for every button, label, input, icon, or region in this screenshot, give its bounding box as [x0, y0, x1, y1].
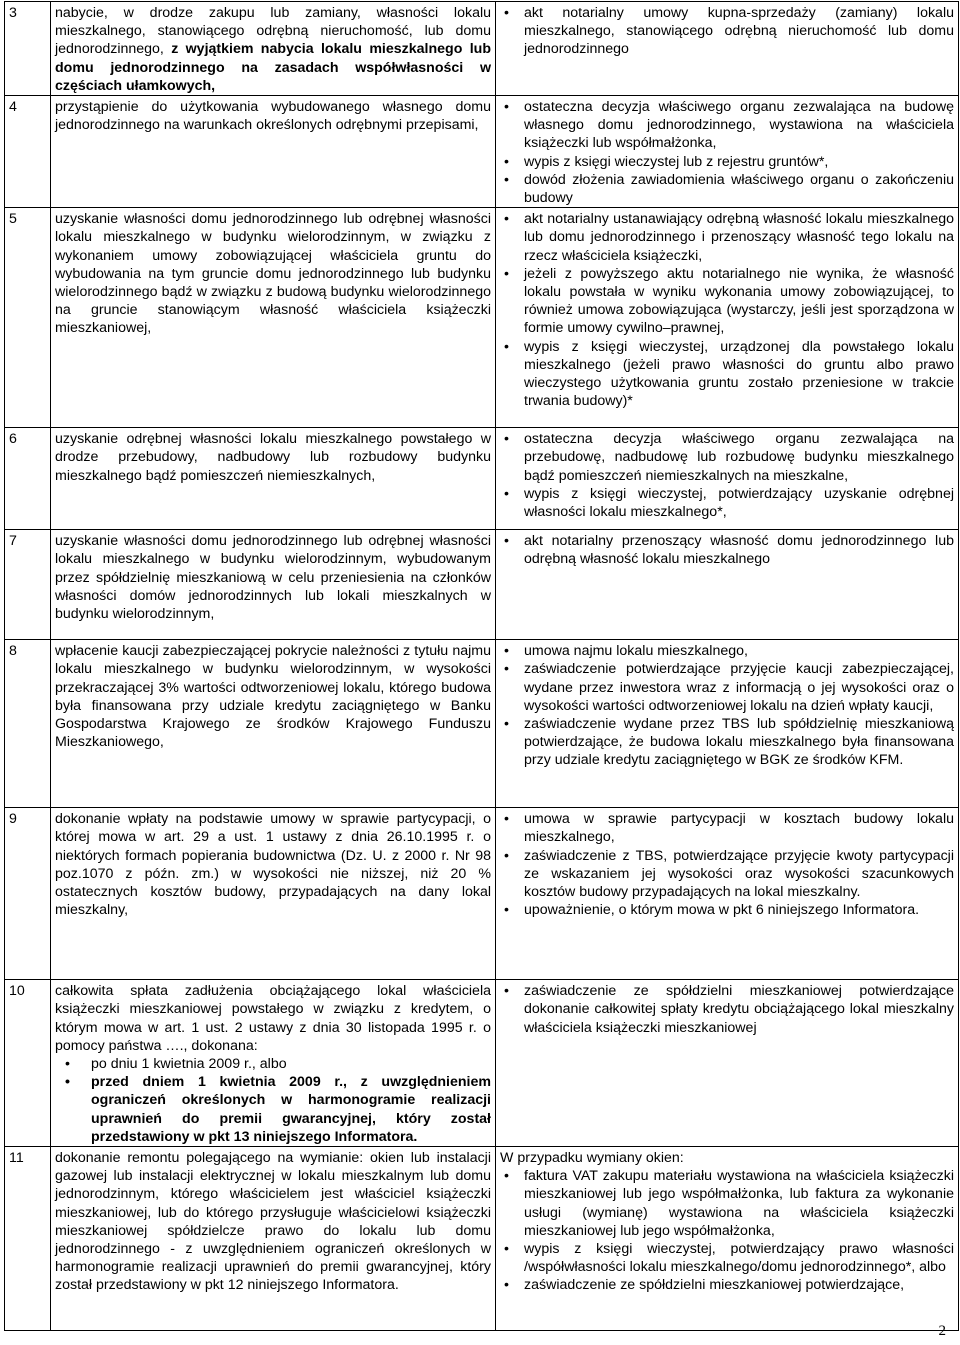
event-description	[51, 530, 496, 640]
bullet-icon: •	[65, 1074, 70, 1091]
document-text: wypis z księgi wieczystej, urządzonej dla powstałego lokalu mieszkalnego (jeżeli prawo własności do gruntu albo prawo wieczystego użytkowania gruntu zostało przeniesione w trakcie trwania budowy)*	[524, 338, 954, 410]
document-list	[500, 982, 954, 1037]
bullet-icon: •	[504, 338, 509, 355]
event-description	[51, 96, 496, 208]
table-row	[5, 808, 959, 980]
document-list	[500, 642, 954, 769]
required-documents	[496, 428, 959, 530]
document-list	[500, 1167, 954, 1294]
event-description	[51, 640, 496, 808]
required-documents	[496, 208, 959, 428]
list-item	[55, 1055, 491, 1073]
bullet-icon: •	[504, 661, 509, 678]
list-item	[500, 532, 954, 568]
list-item	[500, 210, 954, 265]
document-text: faktura VAT zakupu materiału wystawiona na właściciela książeczki mieszkaniowej lub jego współmałżonka, lub faktura za wykonanie usługi (wymianę) wystawiona na właściciela książeczki mieszkaniowej lub jego współmałżonka,	[524, 1168, 954, 1239]
document-text: zaświadczenie wydane przez TBS lub spółdzielnię mieszkaniową potwierdzające, że budowa lokalu mieszkalnego była finansowana przy udziale kredytu zaciągniętego w BGK ze środków KFM.	[524, 716, 954, 769]
table-row	[5, 640, 959, 808]
bullet-icon: •	[504, 983, 509, 1000]
required-documents	[496, 808, 959, 980]
bullet-icon: •	[504, 533, 509, 550]
required-documents	[496, 640, 959, 808]
description-text: uzyskanie odrębnej własności lokalu mieszkalnego powstałego w drodze przebudowy, nadbudowy lub rozbudowy budynku mieszkalnego bądź pomieszczeń niemieszkalnych,	[55, 431, 491, 484]
list-item	[500, 660, 954, 715]
document-text: zaświadczenie ze spółdzielni mieszkaniowej potwierdzające,	[524, 1277, 905, 1294]
document-text: akt notarialny przenoszący własność domu jednorodzinnego lub odrębną własność lokalu mieszkalnego	[524, 533, 954, 568]
row-number: 3	[5, 2, 51, 96]
row-number: 7	[5, 530, 51, 640]
required-documents	[496, 96, 959, 208]
table-row	[5, 208, 959, 428]
row-number: 9	[5, 808, 51, 980]
table-row	[5, 2, 959, 96]
document-text: akt notarialny ustanawiający odrębną własność lokalu mieszkalnego lub domu jednorodzinnego i przenoszący własność tego lokalu na rzecz właściciela książeczki,	[524, 211, 954, 264]
document-text: ostateczna decyzja właściwego organu zezwalająca na budowę własnego domu jednorodzinnego, wystawiona na właściciela książeczki lub współmałżonka,	[524, 99, 954, 152]
document-text: zaświadczenie z TBS, potwierdzające przyjęcie kwoty partycypacji ze wskazaniem jej wysokości oraz wysokości szacunkowych kosztów budowy przypadających na lokal mieszkalny.	[524, 847, 954, 901]
list-item	[500, 1240, 954, 1276]
bullet-icon: •	[504, 716, 509, 733]
table-row	[5, 1147, 959, 1331]
list-item	[500, 847, 954, 902]
description-text: wpłacenie kaucji zabezpieczającej pokrycie należności z tytułu najmu lokalu mieszkalnego w budynku wielorodzinnym, w wysokości przekraczającej 3% wartości odtworzeniowej lokalu, którego budowa była finansowana przy udziale kredytu zaciągniętego w Banku Gospodarstwa Krajowego ze środków Krajowego Funduszu Mieszkaniowego,	[55, 643, 491, 751]
document-text: jeżeli z powyższego aktu notarialnego nie wynika, że własność lokalu powstała w wyniku wykonania umowy zobowiązującej, to również umowa zobowiązująca (wystarczy, jeśli jest sporządzona w formie umowy cywilno–prawnej,	[524, 265, 954, 337]
document-text: dowód złożenia zawiadomienia właściwego organu o zakończeniu budowy	[524, 171, 954, 207]
event-description	[51, 980, 496, 1147]
list-item-text: po dniu 1 kwietnia 2009 r., albo	[91, 1056, 287, 1073]
list-item	[500, 153, 954, 171]
description-text: dokonanie remontu polegającego na wymianie: okien lub instalacji gazowej lub instalacji elektrycznej w lokalu mieszkalnym lub domu jednorodzinnym, którego właścicielem jest właściciel książeczki mieszkaniowej, lub do którego przysługuje właścicielowi książeczki mieszkaniowej spółdzielcze prawo do lokalu lub domu jednorodzinnego - z uwzględnieniem ograniczeń określonych w harmonogramie realizacji uprawnień do premii gwarancyjnej, który został przedstawiony w pkt 12 niniejszego Informatora.	[55, 1150, 491, 1294]
table-row	[5, 96, 959, 208]
list-item	[500, 642, 954, 660]
bullet-icon: •	[504, 171, 509, 188]
list-item	[500, 901, 954, 919]
document-text: umowa najmu lokalu mieszkalnego,	[524, 643, 748, 660]
list-item	[500, 485, 954, 521]
row-number: 11	[5, 1147, 51, 1331]
description-text: całkowita spłata zadłużenia obciążającego lokal właściciela książeczki mieszkaniowej powstałego w związku z kredytem, o którym mowa w art. 1 ust. 2 ustawy z dnia 30 listopada 1995 r. o pomocy państwa …., dokonana:	[55, 983, 491, 1054]
bullet-icon: •	[504, 431, 509, 448]
list-item	[500, 265, 954, 338]
bullet-icon: •	[504, 265, 509, 282]
bullet-icon: •	[504, 5, 509, 21]
list-item	[500, 1276, 954, 1294]
list-item	[500, 430, 954, 485]
table-row	[5, 530, 959, 640]
bullet-icon: •	[504, 902, 509, 919]
description-text: uzyskanie własności domu jednorodzinnego lub odrębnej własności lokalu mieszkalnego w budynku wielorodzinnym, w związku z wykonaniem umowy zobowiązującej właściciela gruntu do wybudowania na tym gruncie domu jednorodzinnego lub budynku wielorodzinnego bądź w związku z budową budynku wielorodzinnego na gruncie stanowiącym własność właściciela książeczki mieszkaniowej,	[55, 211, 491, 337]
eligibility-table	[4, 1, 959, 1331]
document-list	[500, 4, 954, 59]
bullet-icon: •	[504, 811, 509, 828]
list-item	[500, 982, 954, 1037]
bullet-icon: •	[504, 153, 509, 170]
document-text: wypis z księgi wieczystej lub z rejestru gruntów*,	[524, 153, 829, 170]
document-text: wypis z księgi wieczystej, potwierdzający uzyskanie odrębnej własności lokalu mieszkalnego*,	[524, 485, 954, 521]
list-item	[500, 810, 954, 846]
bullet-icon: •	[504, 99, 509, 116]
list-item	[500, 98, 954, 153]
documents-intro: W przypadku wymiany okien:	[500, 1150, 684, 1167]
list-item-text: przed dniem 1 kwietnia 2009 r., z uwzględnieniem ograniczeń określonych w harmonogramie realizacji uprawnień do premii gwarancyjnej, który został przedstawiony w pkt 13 niniejszego Informatora.	[91, 1074, 491, 1145]
document-text: zaświadczenie potwierdzające przyjęcie kaucji zabezpieczającej, wydane przez inwestora wraz z informacją o jej wysokości oraz o wysokości wartości odtworzeniowej lokalu na dzień wpłaty kaucji,	[524, 661, 954, 714]
bullet-icon: •	[504, 847, 509, 864]
bullet-icon: •	[504, 643, 509, 660]
document-text: zaświadczenie ze spółdzielni mieszkaniowej potwierdzające dokonanie całkowitej spłaty kredytu obciążającego lokal mieszkalny właściciela książeczki mieszkaniowej	[524, 983, 954, 1036]
document-text: upoważnienie, o którym mowa w pkt 6 niniejszego Informatora.	[524, 902, 920, 919]
event-description	[51, 808, 496, 980]
event-description	[51, 428, 496, 530]
event-description	[51, 208, 496, 428]
list-item	[500, 338, 954, 411]
description-text: uzyskanie własności domu jednorodzinnego lub odrębnej własności lokalu mieszkalnego w budynku wielorodzinnym, wybudowanym przez spółdzielnię mieszkaniową w celu przeniesienia na członków własności domów jednorodzinnych lub lokali mieszkalnych w budynku wielorodzinnym,	[55, 533, 491, 623]
row-number: 4	[5, 96, 51, 208]
list-item	[55, 1073, 491, 1146]
bullet-icon: •	[65, 1056, 70, 1073]
table-row	[5, 428, 959, 530]
bullet-icon: •	[504, 485, 509, 502]
document-text: wypis z księgi wieczystej, potwierdzający prawo własności /współwłasności lokalu mieszkalnego/domu jednorodzinnego*, albo	[524, 1241, 954, 1276]
bullet-icon: •	[504, 1241, 509, 1258]
required-documents	[496, 2, 959, 96]
event-description	[51, 1147, 496, 1331]
description-text: z wyjątkiem nabycia lokalu mieszkalnego lub domu jednorodzinnego na zasadach współwłasności w częściach ułamkowych,	[55, 41, 491, 94]
list-item	[500, 171, 954, 207]
list-item	[500, 715, 954, 770]
document-list	[500, 532, 954, 568]
document-list	[500, 210, 954, 410]
document-list	[500, 98, 954, 207]
list-item	[500, 1167, 954, 1240]
row-number: 5	[5, 208, 51, 428]
required-documents	[496, 530, 959, 640]
document-text: akt notarialny umowy kupna-sprzedaży (zamiany) lokalu mieszkalnego, stanowiącego odrębną nieruchomość lub domu jednorodzinnego	[524, 5, 954, 58]
condition-list	[55, 1055, 491, 1146]
row-number: 10	[5, 980, 51, 1147]
row-number: 6	[5, 428, 51, 530]
table-row	[5, 980, 959, 1147]
bullet-icon: •	[504, 1277, 509, 1294]
event-description	[51, 2, 496, 96]
required-documents	[496, 1147, 959, 1331]
description-text: przystąpienie do użytkowania wybudowanego własnego domu jednorodzinnego na warunkach określonych odrębnymi przepisami,	[55, 99, 491, 134]
document-text: umowa w sprawie partycypacji w kosztach budowy lokalu mieszkalnego,	[524, 811, 954, 846]
bullet-icon: •	[504, 1168, 509, 1185]
table-body	[5, 2, 959, 1331]
document-text: ostateczna decyzja właściwego organu zezwalająca na przebudowę, nadbudowę lub rozbudowę budynku mieszkalnego bądź pomieszczeń niemieszkalnych na mieszkalne,	[524, 431, 954, 484]
document-list	[500, 810, 954, 919]
description-text: nabycie, w drodze zakupu lub zamiany, własności lokalu mieszkalnego, stanowiącego odrębną nieruchomość, lub domu jednorodzinnego,	[55, 5, 491, 58]
required-documents	[496, 980, 959, 1147]
page-number: 2	[938, 1323, 946, 1339]
description-text: dokonanie wpłaty na podstawie umowy w sprawie partycypacji, o której mowa w art. 29 a ust. 1 ustawy z dnia 26.10.1995 r. o niektórych formach popierania budownictwa (Dz. U. z 2000 r. Nr 98 poz.1070 z późn. zm.) w wysokości nie niższej, niż 20 % ostatecznych kosztów budowy, przypadających na dany lokal mieszkalny,	[55, 811, 491, 919]
list-item	[500, 4, 954, 59]
bullet-icon: •	[504, 211, 509, 228]
row-number: 8	[5, 640, 51, 808]
document-list	[500, 430, 954, 521]
